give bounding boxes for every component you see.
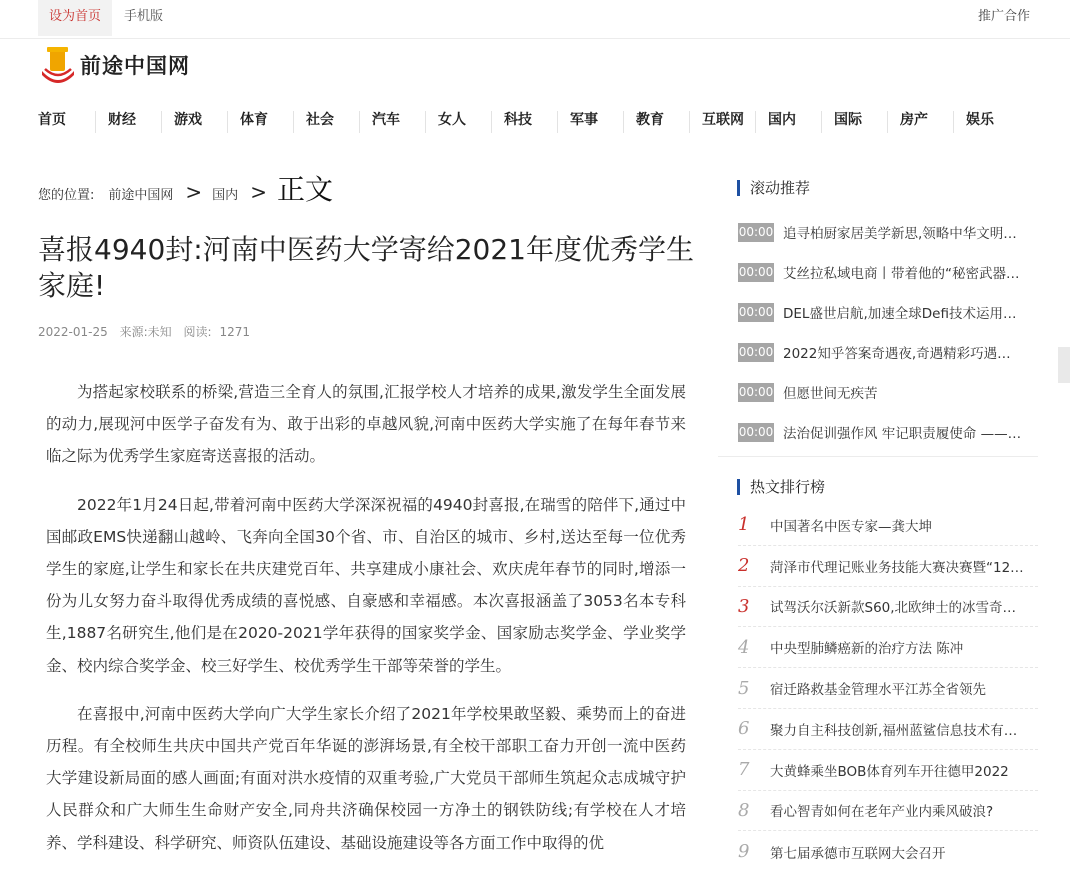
article-reads: 1271 — [219, 325, 251, 339]
hot-article-item[interactable] — [738, 587, 1038, 628]
hot-article-item[interactable] — [738, 668, 1038, 709]
hot-articles-list — [738, 505, 1038, 872]
main-nav — [38, 106, 994, 136]
hot-article-item[interactable] — [738, 546, 1038, 587]
nav-item[interactable]: 首页 — [38, 112, 66, 128]
hot-articles-title: 热文排行榜 — [737, 479, 825, 495]
ad-cooperation-link[interactable]: 推广合作 — [977, 9, 1030, 24]
hot-article-item[interactable] — [738, 505, 1038, 546]
article-meta — [38, 323, 258, 340]
rank-number: 8 — [738, 799, 750, 821]
article-title: 喜报4940封:河南中医药大学寄给2021年度优秀学生家庭! — [38, 233, 694, 302]
scroll-recommend-title-text: 法治促训强作风 牢记职责履使命 ——… — [783, 426, 1022, 442]
hot-article-title-text: 中央型肺鳞癌新的治疗方法 陈冲 — [770, 641, 964, 658]
nav-item[interactable]: 社会 — [306, 112, 334, 128]
breadcrumb-separator: > — [250, 180, 267, 204]
time-badge: 00:00 — [738, 343, 774, 362]
nav-item[interactable]: 国际 — [834, 112, 862, 128]
scroll-recommend-title-text: 艾丝拉私域电商丨带着他的“秘密武器… — [783, 266, 1020, 282]
scroll-recommend-item[interactable] — [738, 292, 1038, 332]
article-source: 来源:未知 — [119, 325, 172, 339]
rank-number: 6 — [738, 718, 750, 740]
mobile-version-link[interactable]: 手机版 — [124, 9, 164, 24]
time-badge: 00:00 — [738, 223, 774, 242]
scroll-recommend-item[interactable] — [738, 332, 1038, 372]
nav-item[interactable]: 互联网 — [702, 112, 744, 128]
hot-article-item[interactable] — [738, 831, 1038, 872]
scroll-recommend-item[interactable] — [738, 412, 1038, 452]
breadcrumb — [38, 168, 333, 204]
rank-number: 5 — [738, 677, 750, 699]
hot-article-item[interactable] — [738, 750, 1038, 791]
nav-item[interactable]: 娱乐 — [966, 112, 994, 128]
article-paragraph: 在喜报中,河南中医药大学向广大学生家长介绍了2021年学校果敢坚毅、乘势而上的奋进历程。有全校师生共庆中国共产党百年华诞的澎湃场景,有全校干部职工奋力开创一流中医药大学建设新局面的感人画面;有面对洪水疫情的双重考验,广大党员干部师生筑起众志成城守护人民群众和广大师生生命财产安全,同舟共济确保校园一方净土的钢铁防线;有学校在人才培养、学科建设、科学研究、师资队伍建设、基础设施建设等各方面工作中取得的优 — [46, 704, 686, 852]
nav-item[interactable]: 国内 — [768, 112, 796, 128]
hot-article-title-text: 菏泽市代理记账业务技能大赛决赛暨“12… — [770, 559, 1024, 576]
scroll-recommend-item[interactable] — [738, 252, 1038, 292]
scroll-recommend-title-text: 但愿世间无疾苦 — [783, 386, 878, 402]
hot-article-item[interactable] — [738, 627, 1038, 668]
logo-icon — [40, 45, 76, 85]
time-badge: 00:00 — [738, 303, 774, 322]
logo-text: 前途中国网 — [80, 53, 190, 78]
hot-article-title-text: 试驾沃尔沃新款S60,北欧绅士的冰雪奇… — [770, 600, 1017, 617]
nav-item[interactable]: 女人 — [438, 112, 466, 128]
scroll-recommend-item[interactable] — [738, 372, 1038, 412]
nav-item[interactable]: 汽车 — [372, 112, 400, 128]
article-paragraph: 2022年1月24日起,带着河南中医药大学深深祝福的4940封喜报,在瑞雪的陪伴下,通过中国邮政EMS快递翻山越岭、飞奔向全国30个省、市、自治区的城市、乡村,送达至每一位优秀学生的家庭,让学生和家长在共庆建党百年、共享建成小康社会、欢庆虎年春节的同时,增添一份为儿女努力奋斗取得优秀成绩的喜悦感、自豪感和幸福感。本次喜报涵盖了3053名本专科生,1887名研究生,他们是在2020-2021学年获得的国家奖学金、国家励志奖学金、学业奖学金、校内综合奖学金、校三好学生、校优秀学生干部等荣誉的学生。 — [46, 495, 686, 675]
rank-number: 1 — [738, 514, 750, 536]
breadcrumb-label: 您的位置: — [38, 188, 95, 203]
scroll-recommend-list — [738, 212, 1038, 452]
sidebar-divider — [718, 456, 1038, 457]
time-badge: 00:00 — [738, 263, 774, 282]
nav-item[interactable]: 教育 — [636, 112, 664, 128]
scrollbar-handle[interactable] — [1058, 347, 1070, 383]
nav-item[interactable]: 科技 — [504, 112, 532, 128]
hot-article-title-text: 第七届承德市互联网大会召开 — [770, 845, 946, 862]
rank-number: 3 — [738, 595, 750, 617]
scroll-recommend-title-text: 2022知乎答案奇遇夜,奇遇精彩巧遇… — [783, 346, 1011, 362]
rank-number: 7 — [738, 759, 750, 781]
hot-article-title-text: 大黄蜂乘坐BOB体育列车开往德甲2022 — [770, 763, 1009, 780]
scroll-recommend-title-text: 追寻柏厨家居美学新思,领略中华文明… — [783, 226, 1017, 242]
hot-article-title-text: 中国著名中医专家—龚大坤 — [770, 518, 932, 535]
time-badge: 00:00 — [738, 383, 774, 402]
article-paragraph: 为搭起家校联系的桥梁,营造三全育人的氛围,汇报学校人才培养的成果,激发学生全面发展的动力,展现河中医学子奋发有为、敢于出彩的卓越风貌,河南中医药大学实施了在每年春节来临之际为优秀学生家庭寄送喜报的活动。 — [46, 383, 686, 466]
nav-item[interactable]: 财经 — [108, 112, 136, 128]
breadcrumb-separator: > — [185, 180, 203, 204]
rank-number: 9 — [738, 841, 750, 863]
hot-article-title-text: 看心智青如何在老年产业内乘风破浪? — [770, 804, 994, 821]
scroll-recommend-title: 滚动推荐 — [737, 180, 810, 196]
hot-article-title-text: 聚力自主科技创新,福州蓝鲨信息技术有… — [770, 722, 1018, 739]
nav-item[interactable]: 游戏 — [174, 112, 202, 128]
time-badge: 00:00 — [738, 423, 774, 442]
scroll-recommend-item[interactable] — [738, 212, 1038, 252]
hot-article-item[interactable] — [738, 791, 1038, 832]
article-content — [46, 376, 686, 875]
article-reads-label: 阅读: — [183, 325, 212, 339]
breadcrumb-category[interactable]: 国内 — [212, 188, 239, 203]
breadcrumb-current: 正文 — [276, 173, 333, 206]
article-date: 2022-01-25 — [38, 325, 108, 339]
rank-number: 2 — [738, 555, 750, 577]
rank-number: 4 — [738, 636, 750, 658]
top-bar — [0, 0, 1070, 39]
nav-item[interactable]: 房产 — [900, 112, 928, 128]
site-logo[interactable] — [40, 44, 190, 86]
nav-item[interactable]: 体育 — [240, 112, 268, 128]
hot-article-title-text: 宿迁路救基金管理水平江苏全省领先 — [770, 682, 986, 699]
hot-article-item[interactable] — [738, 709, 1038, 750]
breadcrumb-home[interactable]: 前途中国网 — [108, 188, 174, 203]
nav-item[interactable]: 军事 — [570, 112, 598, 128]
set-homepage-link[interactable]: 设为首页 — [38, 0, 112, 36]
scroll-recommend-title-text: DEL盛世启航,加速全球Defi技术运用… — [783, 306, 1017, 322]
